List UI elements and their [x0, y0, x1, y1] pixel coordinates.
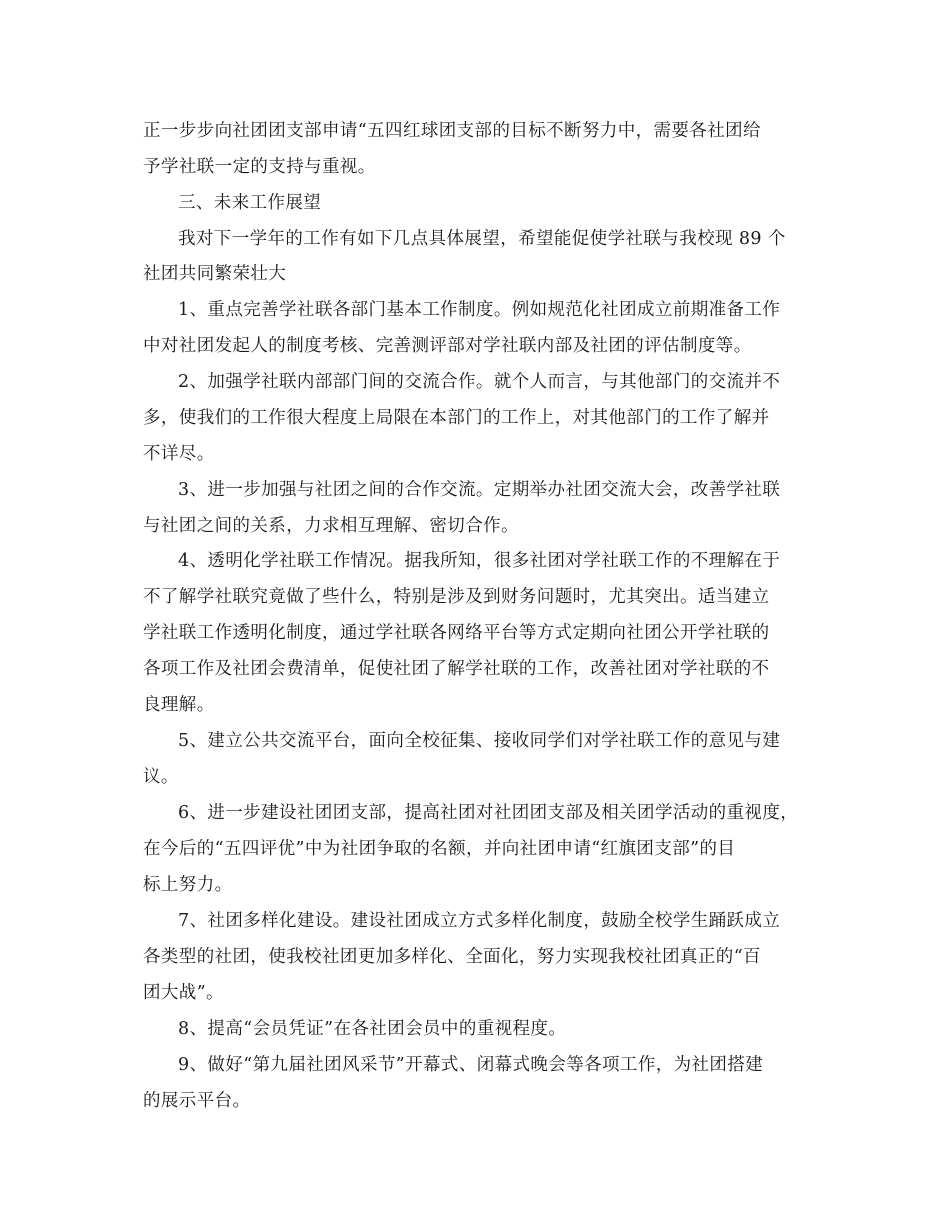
text-line: 9、做好“第九届社团风采节”开幕式、闭幕式晚会等各项工作，为社团搭建 [178, 1055, 764, 1075]
text-line: 正一步步向社团团支部申请“五四红球团支部的目标不断努力中，需要各社团给 [143, 121, 761, 141]
text-line: 与社团之间的关系，力求相互理解、密切合作。 [143, 516, 519, 536]
text-line: 社团共同繁荣壮大 [143, 264, 287, 284]
text-line: 7、社团多样化建设。建设社团成立方式多样化制度，鼓励全校学生踊跃成立 [178, 911, 781, 931]
text-line: 多，使我们的工作很大程度上局限在本部门的工作上，对其他部门的工作了解并 [143, 408, 770, 428]
text-line: 不了解学社联究竟做了些什么，特别是涉及到财务问题时，尤其突出。适当建立 [143, 587, 770, 607]
text-line: 团大战”。 [143, 983, 224, 1003]
text-line: 予学社联一定的支持与重视。 [143, 157, 376, 177]
text-line: 在今后的“五四评优”中为社团争取的名额，并向社团申请“红旗团支部”的目 [143, 839, 736, 859]
text-line: 4、透明化学社联工作情况。据我所知，很多社团对学社联工作的不理解在于 [178, 551, 781, 571]
text-line: 的展示平台。 [143, 1091, 251, 1111]
text-line: 3、进一步加强与社团之间的合作交流。定期举办社团交流大会，改善学社联 [178, 480, 781, 500]
text-line: 议。 [143, 767, 179, 787]
text-line: 标上努力。 [143, 875, 233, 895]
text-line: 5、建立公共交流平台，面向全校征集、接收同学们对学社联工作的意见与建 [178, 731, 781, 751]
text-line: 6、进一步建设社团团支部，提高社团对社团团支部及相关团学活动的重视度， [178, 803, 799, 823]
text-line: 良理解。 [143, 695, 215, 715]
text-line: 各项工作及社团会费清单，促使社团了解学社联的工作，改善社团对学社联的不 [143, 659, 770, 679]
text-line: 中对社团发起人的制度考核、完善测评部对学社联内部及社团的评估制度等。 [143, 336, 752, 356]
text-line: 1、重点完善学社联各部门基本工作制度。例如规范化社团成立前期准备工作 [178, 300, 781, 320]
text-line: 8、提高“会员凭证”在各社团会员中的重视程度。 [178, 1019, 567, 1039]
text-line: 2、加强学社联内部部门间的交流合作。就个人而言，与其他部门的交流并不 [178, 372, 781, 392]
text-line: 我对下一学年的工作有如下几点具体展望，希望能促使学社联与我校现 89 个 [178, 229, 786, 249]
section-heading: 三、未来工作展望 [178, 193, 322, 213]
text-line: 各类型的社团，使我校社团更加多样化、全面化，努力实现我校社团真正的“百 [143, 947, 761, 967]
text-line: 学社联工作透明化制度，通过学社联各网络平台等方式定期向社团公开学社联的 [143, 623, 770, 643]
text-line: 不详尽。 [143, 444, 215, 464]
